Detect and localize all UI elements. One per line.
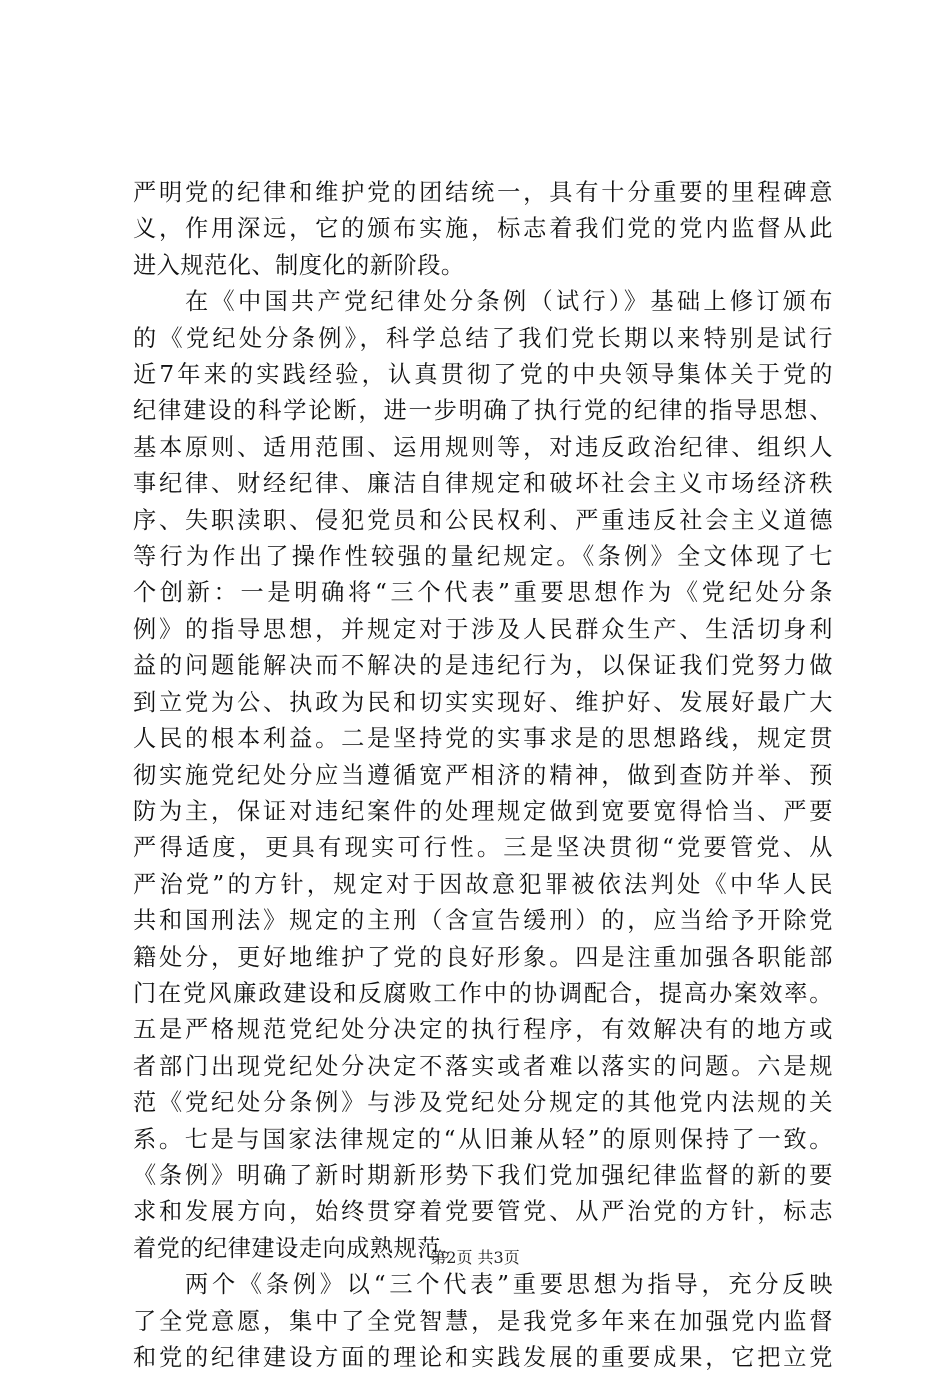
text-line: 《条例》明确了新时期新形势下我们党加强纪律监督的新的要 <box>133 1161 833 1189</box>
text-line: 共和国刑法》规定的主刑（含宣告缓刑）的，应当给予开除党 <box>133 907 833 935</box>
text-line: 纪律建设的科学论断，进一步明确了执行党的纪律的指导思想、 <box>133 397 833 425</box>
text-line: 人民的根本利益。二是坚持党的实事求是的思想路线，规定贯 <box>133 725 833 753</box>
document-body <box>133 175 833 1376</box>
text-line: 了全党意愿，集中了全党智慧，是我党多年来在加强党内监督 <box>133 1307 833 1335</box>
text-line: 在《中国共产党纪律处分条例（试行）》基础上修订颁布 <box>185 288 833 316</box>
text-line: 者部门出现党纪处分决定不落实或者难以落实的问题。六是规 <box>133 1052 833 1080</box>
text-line: 着党的纪律建设走向成熟规范。 <box>133 1234 465 1262</box>
text-line: 的《党纪处分条例》，科学总结了我们党长期以来特别是试行 <box>133 324 833 352</box>
text-line: 义，作用深远，它的颁布实施，标志着我们党的党内监督从此 <box>133 215 833 243</box>
text-line: 基本原则、适用范围、运用规则等，对违反政治纪律、组织人 <box>133 433 833 461</box>
text-line: 范《党纪处分条例》与涉及党纪处分规定的其他党内法规的关 <box>133 1089 833 1117</box>
text-line: 门在党风廉政建设和反腐败工作中的协调配合，提高办案效率。 <box>133 979 833 1007</box>
text-line: 序、失职渎职、侵犯党员和公民权利、严重违反社会主义道德 <box>133 506 833 534</box>
text-line: 彻实施党纪处分应当遵循宽严相济的精神，做到查防并举、预 <box>133 761 833 789</box>
text-line: 益的问题能解决而不解决的是违纪行为，以保证我们党努力做 <box>133 652 833 680</box>
text-line: 防为主，保证对违纪案件的处理规定做到宽要宽得恰当、严要 <box>133 797 833 825</box>
text-line: 个创新：一是明确将“三个代表”重要思想作为《党纪处分条 <box>133 579 833 607</box>
document-text <box>133 175 833 1376</box>
text-line: 和党的纪律建设方面的理论和实践发展的重要成果，它把立党 <box>133 1344 833 1371</box>
text-line: 五是严格规范党纪处分决定的执行程序，有效解决有的地方或 <box>133 1016 833 1044</box>
text-line: 等行为作出了操作性较强的量纪规定。《条例》全文体现了七 <box>133 543 833 571</box>
text-line: 求和发展方向，始终贯穿着党要管党、从严治党的方针，标志 <box>133 1198 833 1226</box>
text-line: 严明党的纪律和维护党的团结统一，具有十分重要的里程碑意 <box>133 179 833 206</box>
text-line: 到立党为公、执政为民和切实实现好、维护好、发展好最广大 <box>133 688 833 716</box>
text-line: 籍处分，更好地维护了党的良好形象。四是注重加强各职能部 <box>133 943 833 971</box>
text-line: 严得适度，更具有现实可行性。三是坚决贯彻“党要管党、从 <box>133 834 833 862</box>
text-line: 近7年来的实践经验，认真贯彻了党的中央领导集体关于党的 <box>133 361 833 389</box>
page-footer: 第2页 共3页 <box>430 1248 520 1267</box>
text-line: 两个《条例》以“三个代表”重要思想为指导，充分反映 <box>185 1271 833 1299</box>
text-line: 系。七是与国家法律规定的“从旧兼从轻”的原则保持了一致。 <box>133 1125 833 1153</box>
text-line: 严治党”的方针，规定对于因故意犯罪被依法判处《中华人民 <box>133 870 833 898</box>
text-line: 事纪律、财经纪律、廉洁自律规定和破坏社会主义市场经济秩 <box>133 470 833 498</box>
text-line: 例》的指导思想，并规定对于涉及人民群众生产、生活切身利 <box>133 615 833 643</box>
text-line: 进入规范化、制度化的新阶段。 <box>133 251 465 279</box>
